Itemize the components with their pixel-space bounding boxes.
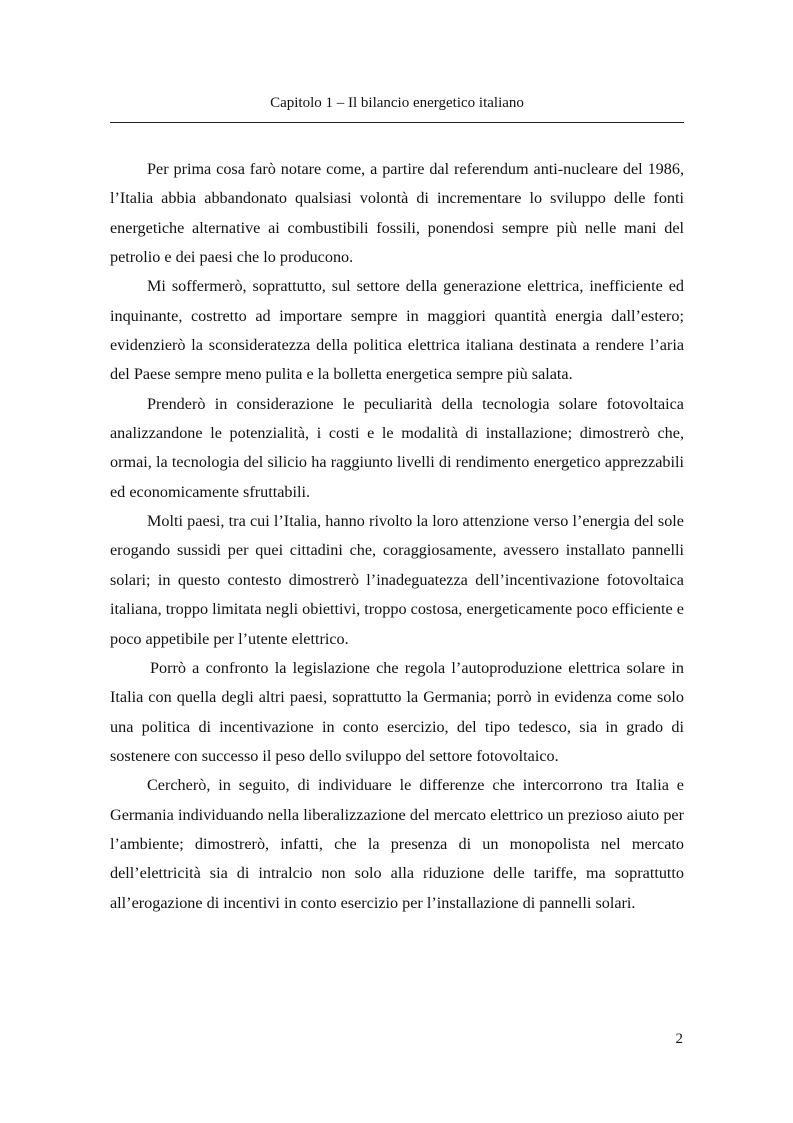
paragraph-market-liberalization: Cercherò, in seguito, di individuare le differenze che intercorrono tra Italia e Germania individuando nella liberalizzazione del mercato elettrico un prezioso aiuto per l’ambiente; dimostrerò, infatti, che la presenza di un monopolista nel mercato dell’elettricità sia di intralcio non solo alla riduzione delle tariffe, ma soprattutto all’erogazione di incentivi in conto esercizio per l’installazione di pannelli solari. (110, 776, 684, 912)
header-divider (110, 122, 684, 123)
body-text (110, 155, 684, 918)
running-header-title: Capitolo 1 – Il bilancio energetico italiano (270, 95, 524, 111)
page-number: 2 (675, 1031, 683, 1047)
paragraph-incentives: Molti paesi, tra cui l’Italia, hanno rivolto la loro attenzione verso l’energia del sole erogando sussidi per quei cittadini che, coraggiosamente, avessero installato pannelli solari; in questo contesto dimostrerò l’inadeguatezza dell’incentivazione fotovoltaica italiana, troppo limitata negli obiettivi, troppo costosa, energeticamente poco efficiente e poco appetibile per l’utente elettrico. (110, 512, 684, 648)
paragraph-referendum: Per prima cosa farò notare come, a partire dal referendum anti-nucleare del 1986, l’Italia abbia abbandonato qualsiasi volontà di incrementare lo sviluppo delle fonti energetiche alternative ai combustibili fossili, ponendosi sempre più nelle mani del petrolio e dei paesi che lo producono. (110, 160, 684, 267)
paragraph-photovoltaic-technology: Prenderò in considerazione le peculiarità della tecnologia solare fotovoltaica analizzandone le potenzialità, i costi e le modalità di installazione; dimostrerò che, ormai, la tecnologia del silicio ha raggiunto livelli di rendimento energetico apprezzabili ed economicamente sfruttabili. (110, 394, 684, 501)
paragraph-electric-generation: Mi soffermerò, soprattutto, sul settore della generazione elettrica, inefficiente ed inquinante, costretto ad importare sempre in maggiori quantità energia dall’estero; evidenzierò la sconsideratezza della politica elettrica italiana destinata a rendere l’aria del Paese sempre meno pulita e la bolletta energetica sempre più salata. (110, 277, 684, 384)
paragraph-legislation-comparison: Porrò a confronto la legislazione che regola l’autoproduzione elettrica solare in Italia con quella degli altri paesi, soprattutto la Germania; porrò in evidenza come solo una politica di incentivazione in conto esercizio, del tipo tedesco, sia in grado di sostenere con successo il peso dello sviluppo del settore fotovoltaico. (110, 658, 684, 765)
